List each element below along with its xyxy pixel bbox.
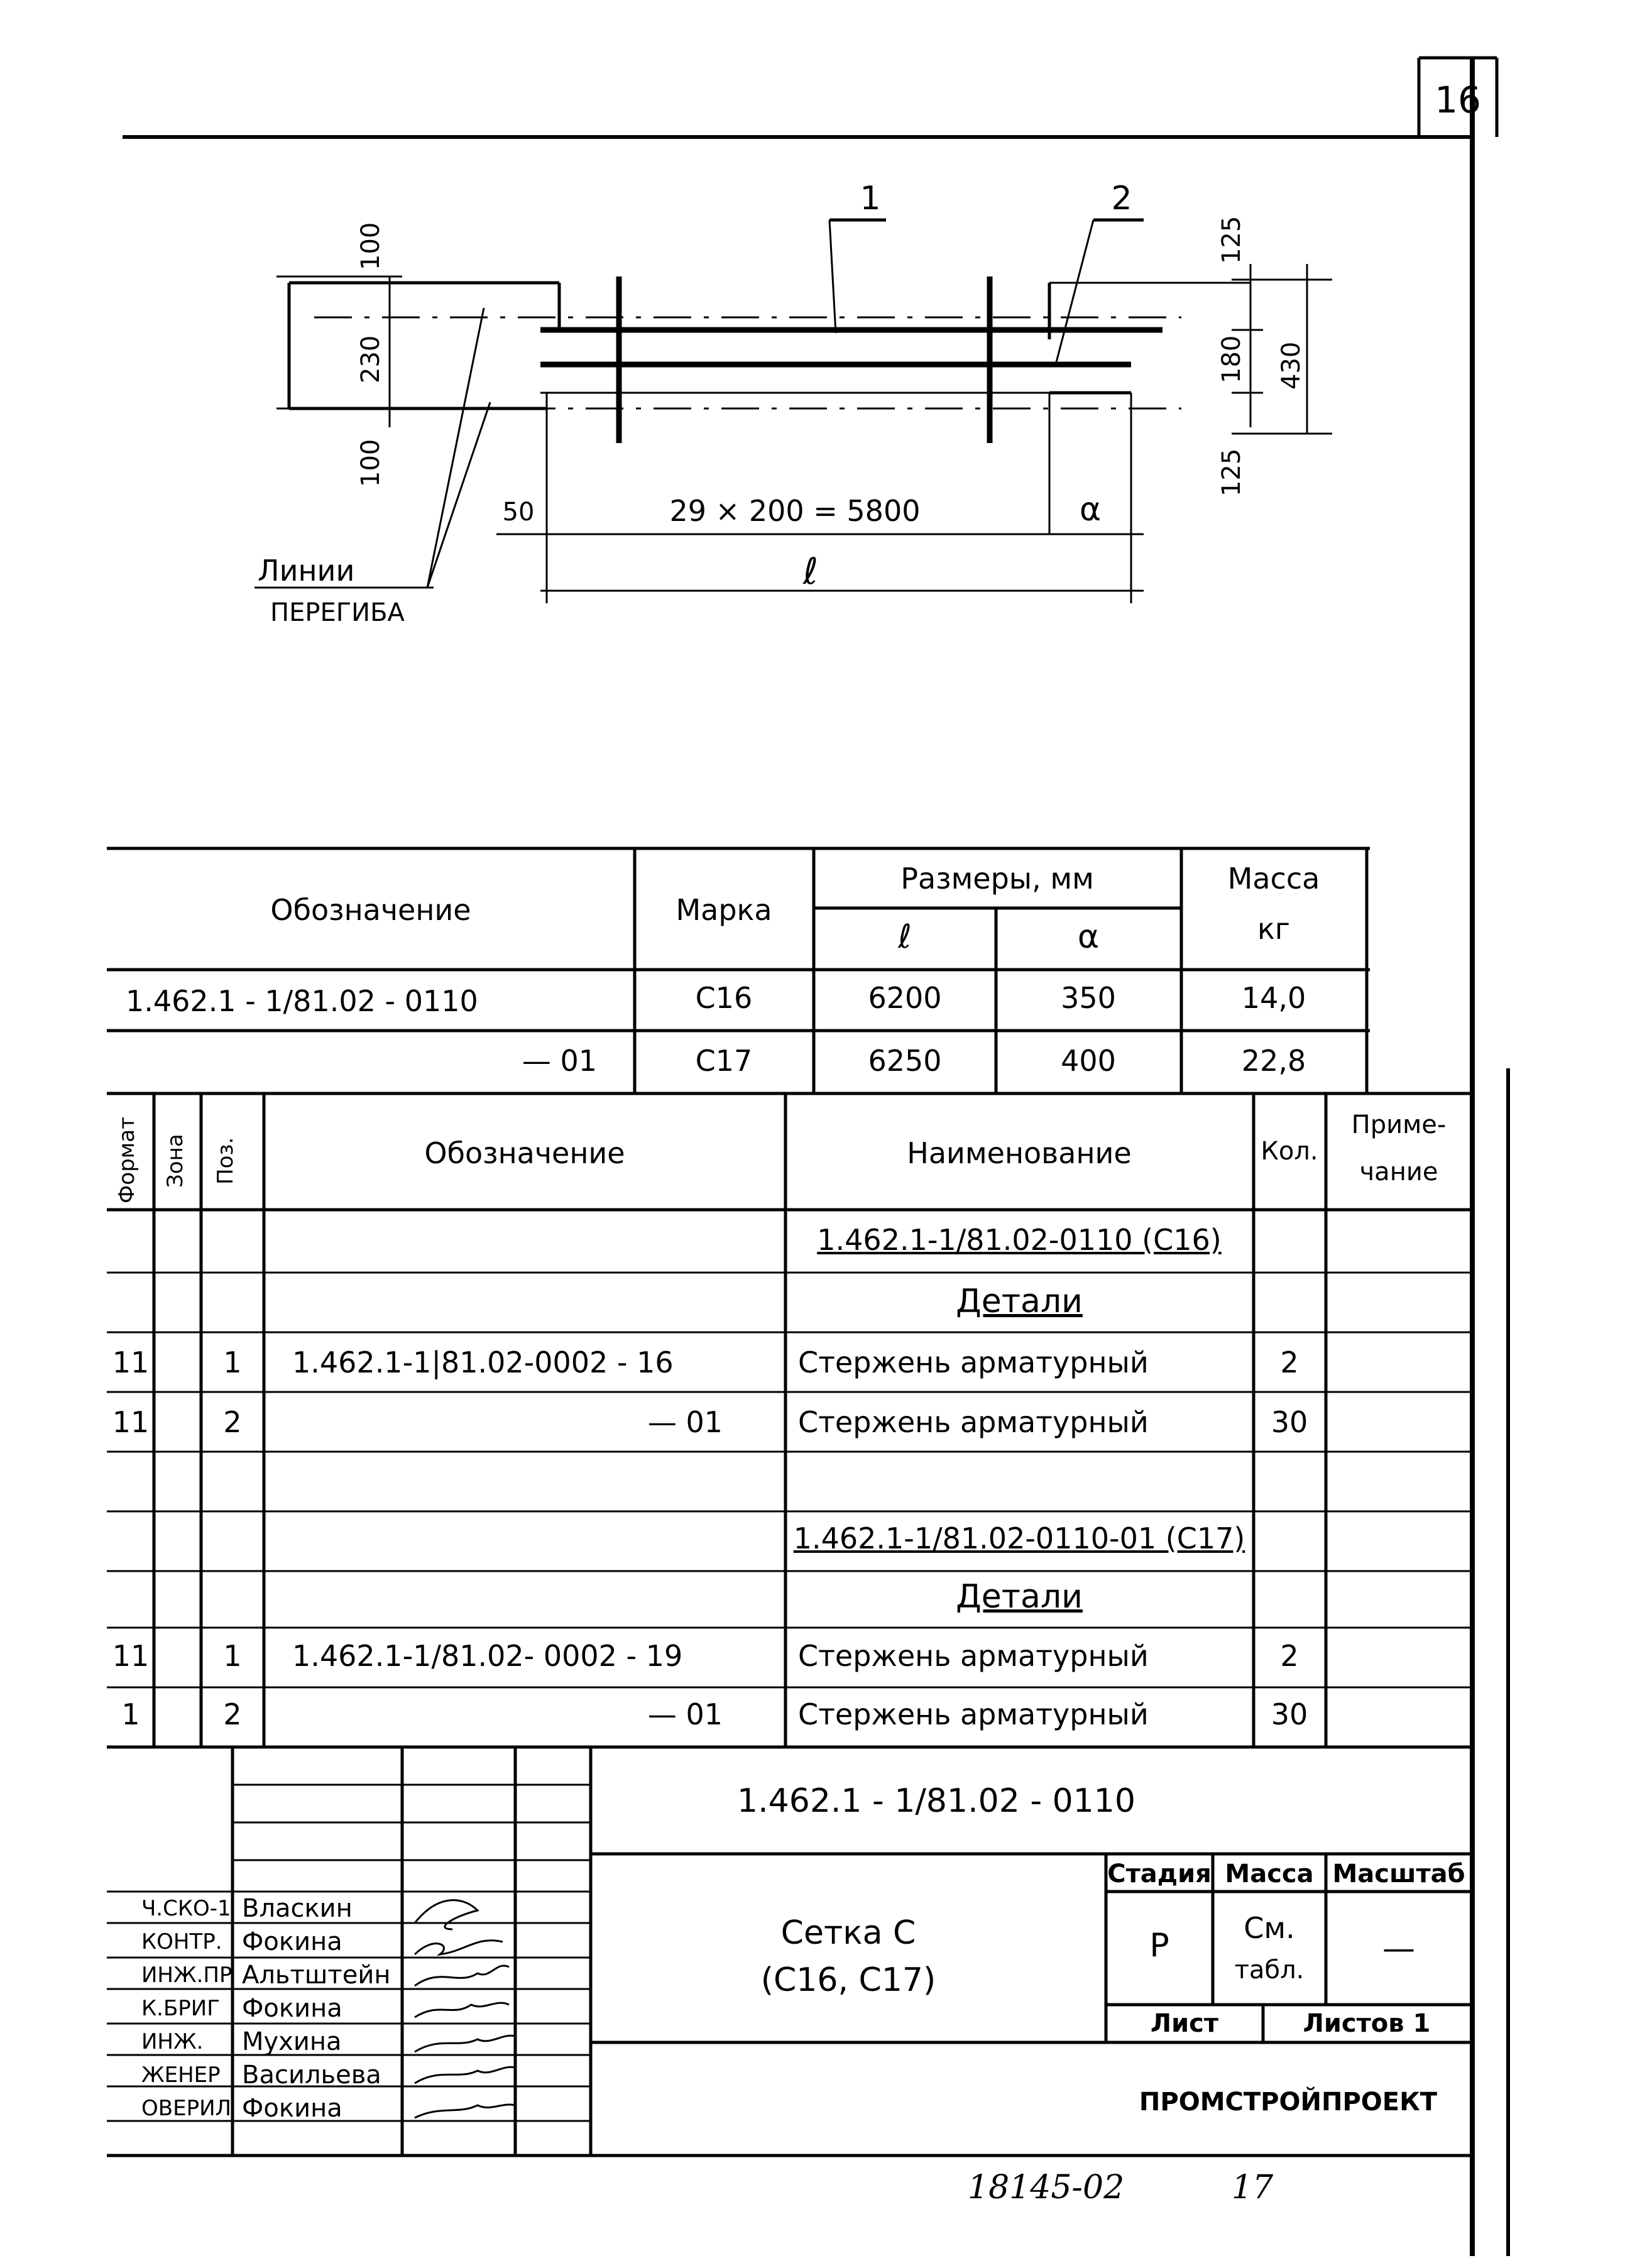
sheet-number: 16 <box>1435 79 1481 121</box>
spec-row-3-name: Стержень арматурный <box>798 1345 1149 1379</box>
spec-row-6-name: 1.462.1-1/81.02-0110-01 (С17) <box>793 1521 1245 1555</box>
signer-name-1: Власкин <box>242 1894 353 1923</box>
spec-header-name: Наименование <box>907 1136 1132 1170</box>
signer-role-3: ИНЖ.ПР <box>141 1963 233 1988</box>
doc-title-1: Сетка С <box>780 1914 916 1952</box>
dim-right-top: 125 <box>1217 216 1246 264</box>
dim-a: α <box>1079 491 1102 529</box>
page-number: 17 <box>1232 2169 1274 2206</box>
mark-row-2-mass: 22,8 <box>1241 1044 1306 1078</box>
scale-label: Масштаб <box>1332 1860 1465 1888</box>
mark-row-2-a: 400 <box>1061 1044 1116 1078</box>
spec-header-zone: Зона <box>163 1134 188 1188</box>
spec-header-note-1: Приме- <box>1351 1110 1447 1139</box>
mark-row-1-designation: 1.462.1 - 1/81.02 - 0110 <box>126 984 478 1018</box>
spec-row-9-format: 1 <box>121 1697 140 1731</box>
spec-header-qty: Кол. <box>1261 1137 1318 1166</box>
spec-row-8-designation: 1.462.1-1/81.02- 0002 - 19 <box>292 1639 683 1673</box>
spec-header-pos: Поз. <box>213 1137 238 1185</box>
mark-row-1-a: 350 <box>1061 981 1116 1015</box>
bend-lines-label-2: ПЕРЕГИБА <box>270 598 405 627</box>
mark-row-2-designation: — 01 <box>522 1044 597 1078</box>
doc-code: 1.462.1 - 1/81.02 - 0110 <box>737 1782 1135 1820</box>
callout-2: 2 <box>1111 180 1132 217</box>
spec-row-4-designation: — 01 <box>647 1405 723 1439</box>
spec-row-9-designation: — 01 <box>647 1697 723 1731</box>
signer-role-2: КОНТР. <box>141 1929 222 1954</box>
spec-row-4-name: Стержень арматурный <box>798 1405 1149 1439</box>
signer-role-4: К.БРИГ <box>141 1996 220 2021</box>
dim-span: 29 × 200 = 5800 <box>669 494 921 528</box>
dim-left-top: 100 <box>356 222 385 270</box>
dim-left-bottom: 100 <box>356 439 385 487</box>
spec-row-8-name: Стержень арматурный <box>798 1639 1149 1673</box>
archive-number: 18145-02 <box>968 2169 1125 2206</box>
mass-value-2: табл. <box>1234 1956 1305 1985</box>
mark-row-2-l: 6250 <box>868 1044 942 1078</box>
mark-row-1-l: 6200 <box>868 981 942 1015</box>
spec-row-3-format: 11 <box>112 1345 150 1379</box>
spec-row-1-name: 1.462.1-1/81.02-0110 (С16) <box>817 1223 1222 1257</box>
spec-header-designation: Обозначение <box>424 1136 625 1170</box>
signer-role-6: ЖЕНЕР <box>141 2063 221 2088</box>
signer-role-7: ОВЕРИЛ <box>141 2096 232 2121</box>
mark-table-header-mark: Марка <box>676 893 772 927</box>
dim-50: 50 <box>502 498 535 527</box>
organization: ПРОМСТРОЙПРОЕКТ <box>1139 2088 1438 2117</box>
spec-row-9-pos: 2 <box>223 1697 242 1731</box>
mark-table-header-mass: Масса <box>1227 862 1320 896</box>
signer-name-3: Альтштейн <box>242 1961 391 1990</box>
spec-row-9-name: Стержень арматурный <box>798 1697 1149 1731</box>
spec-row-8-pos: 1 <box>223 1639 242 1673</box>
spec-row-8-qty: 2 <box>1280 1639 1299 1673</box>
spec-row-4-pos: 2 <box>223 1405 242 1439</box>
spec-row-3-designation: 1.462.1-1|81.02-0002 - 16 <box>292 1345 674 1379</box>
sheets-label: Листов 1 <box>1303 2009 1431 2038</box>
sheet-label: Лист <box>1150 2009 1219 2038</box>
spec-header-note-2: чание <box>1359 1158 1438 1186</box>
mark-table-header-l: ℓ <box>898 918 912 956</box>
spec-row-4-qty: 30 <box>1271 1405 1308 1439</box>
bend-lines-label: Линии <box>258 554 355 588</box>
scale-value: — <box>1382 1930 1415 1968</box>
doc-title-2: (С16, С17) <box>760 1961 936 1999</box>
spec-row-3-pos: 1 <box>223 1345 242 1379</box>
spec-row-8-format: 11 <box>112 1639 150 1673</box>
mass-value-1: См. <box>1244 1911 1295 1945</box>
signer-name-7: Фокина <box>242 2094 342 2123</box>
callout-1: 1 <box>860 180 881 217</box>
dim-left-mid: 230 <box>356 335 385 383</box>
mark-row-2-mark: С17 <box>695 1044 753 1078</box>
dim-l: ℓ <box>803 550 818 593</box>
mass-label: Масса <box>1225 1860 1314 1888</box>
mark-table-header-a: α <box>1077 918 1100 956</box>
signer-name-2: Фокина <box>242 1927 342 1956</box>
signer-role-5: ИНЖ. <box>141 2029 204 2054</box>
spec-row-3-qty: 2 <box>1280 1345 1299 1379</box>
signer-name-5: Мухина <box>242 2027 342 2056</box>
signer-name-4: Фокина <box>242 1994 342 2023</box>
spec-header-format: Формат <box>114 1117 140 1203</box>
dim-right-mid: 180 <box>1217 335 1246 383</box>
spec-row-2-name: Детали <box>956 1283 1083 1320</box>
stage-label: Стадия <box>1107 1860 1212 1888</box>
spec-row-7-name: Детали <box>956 1578 1083 1616</box>
mark-table-header-sizes: Размеры, мм <box>900 862 1094 896</box>
dim-right-total: 430 <box>1277 341 1306 390</box>
signer-role-1: Ч.СКО-1 <box>141 1896 231 1921</box>
spec-row-4-format: 11 <box>112 1405 150 1439</box>
dim-right-bottom: 125 <box>1217 448 1246 496</box>
signer-name-6: Васильева <box>242 2061 381 2090</box>
mark-row-1-mass: 14,0 <box>1241 981 1306 1015</box>
stage-value: Р <box>1149 1927 1169 1964</box>
spec-row-9-qty: 30 <box>1271 1697 1308 1731</box>
mark-table-header-designation: Обозначение <box>270 893 471 927</box>
mark-table-header-mass-unit: кг <box>1257 912 1290 946</box>
mark-row-1-mark: С16 <box>695 981 753 1015</box>
